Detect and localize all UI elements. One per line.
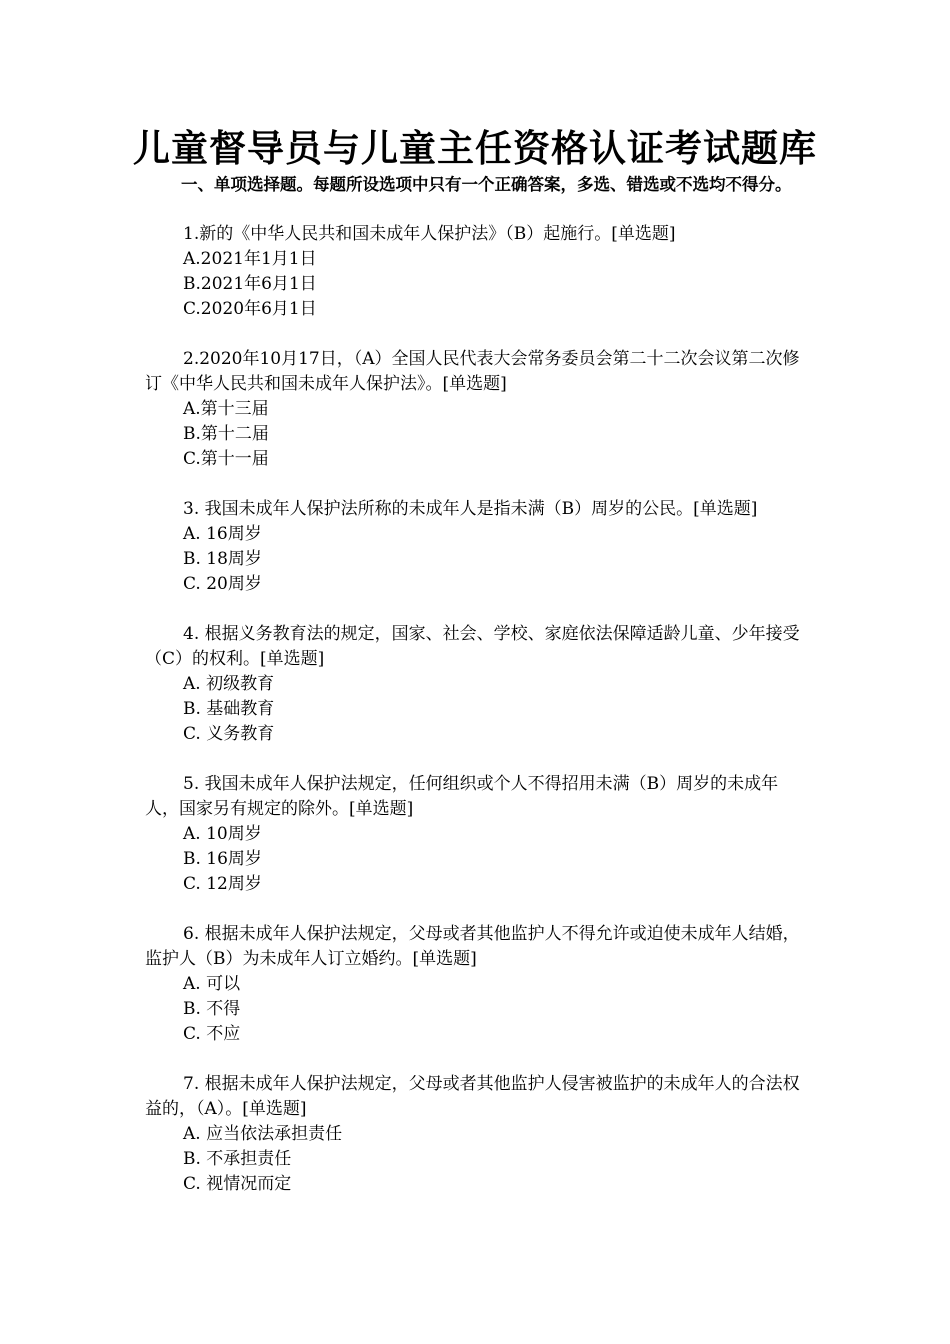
option-a: A. 10周岁 <box>183 824 262 844</box>
option-c: C. 不应 <box>183 1024 241 1044</box>
option-a: A. 可以 <box>183 974 241 994</box>
document-title: 儿童督导员与儿童主任资格认证考试题库 <box>133 126 817 170</box>
question-item <box>145 347 810 472</box>
option-b: B. 不得 <box>183 999 241 1019</box>
option-a: A. 应当依法承担责任 <box>183 1124 343 1144</box>
option-a: A. 16周岁 <box>183 524 262 544</box>
option-a: A. 初级教育 <box>183 674 275 694</box>
option-c: C. 20周岁 <box>183 574 262 594</box>
option-b: B. 18周岁 <box>183 549 262 569</box>
question-list <box>145 222 810 1197</box>
question-item <box>145 1072 810 1197</box>
question-item <box>145 922 810 1047</box>
question-text: 6. 根据未成年人保护法规定，父母或者其他监护人不得允许或迫使未成年人结婚，监护人（B）为未成年人订立婚约。[单选题] <box>145 924 800 969</box>
section-instructions: 一、单项选择题。每题所设选项中只有一个正确答案，多选、错选或不选均不得分。 <box>181 175 792 194</box>
question-text: 4. 根据义务教育法的规定，国家、社会、学校、家庭依法保障适龄儿童、少年接受（C）的权利。[单选题] <box>145 624 800 669</box>
option-b: B. 不承担责任 <box>183 1149 292 1169</box>
question-item <box>145 222 810 322</box>
option-a: A.第十三届 <box>183 399 269 419</box>
question-text: 2.2020年10月17日，（A）全国人民代表大会常务委员会第二十二次会议第二次修订《中华人民共和国未成年人保护法》。[单选题] <box>145 349 800 394</box>
question-item <box>145 772 810 897</box>
option-b: B.2021年6月1日 <box>183 274 317 294</box>
option-a: A.2021年1月1日 <box>183 249 317 269</box>
option-b: B. 基础教育 <box>183 699 275 719</box>
option-c: C. 12周岁 <box>183 874 262 894</box>
option-c: C. 义务教育 <box>183 724 275 744</box>
question-text: 7. 根据未成年人保护法规定，父母或者其他监护人侵害被监护的未成年人的合法权益的，（A）。[单选题] <box>145 1074 800 1119</box>
option-c: C.第十一届 <box>183 449 269 469</box>
question-text: 5. 我国未成年人保护法规定，任何组织或个人不得招用未满（B）周岁的未成年人，国家另有规定的除外。[单选题] <box>145 774 779 819</box>
question-item <box>145 497 810 597</box>
option-c: C.2020年6月1日 <box>183 299 317 319</box>
option-b: B. 16周岁 <box>183 849 262 869</box>
option-b: B.第十二届 <box>183 424 269 444</box>
option-c: C. 视情况而定 <box>183 1174 292 1194</box>
question-text: 3. 我国未成年人保护法所称的未成年人是指未满（B）周岁的公民。[单选题] <box>183 499 758 519</box>
question-item <box>145 622 810 747</box>
question-text: 1.新的《中华人民共和国未成年人保护法》（B）起施行。[单选题] <box>183 224 676 244</box>
